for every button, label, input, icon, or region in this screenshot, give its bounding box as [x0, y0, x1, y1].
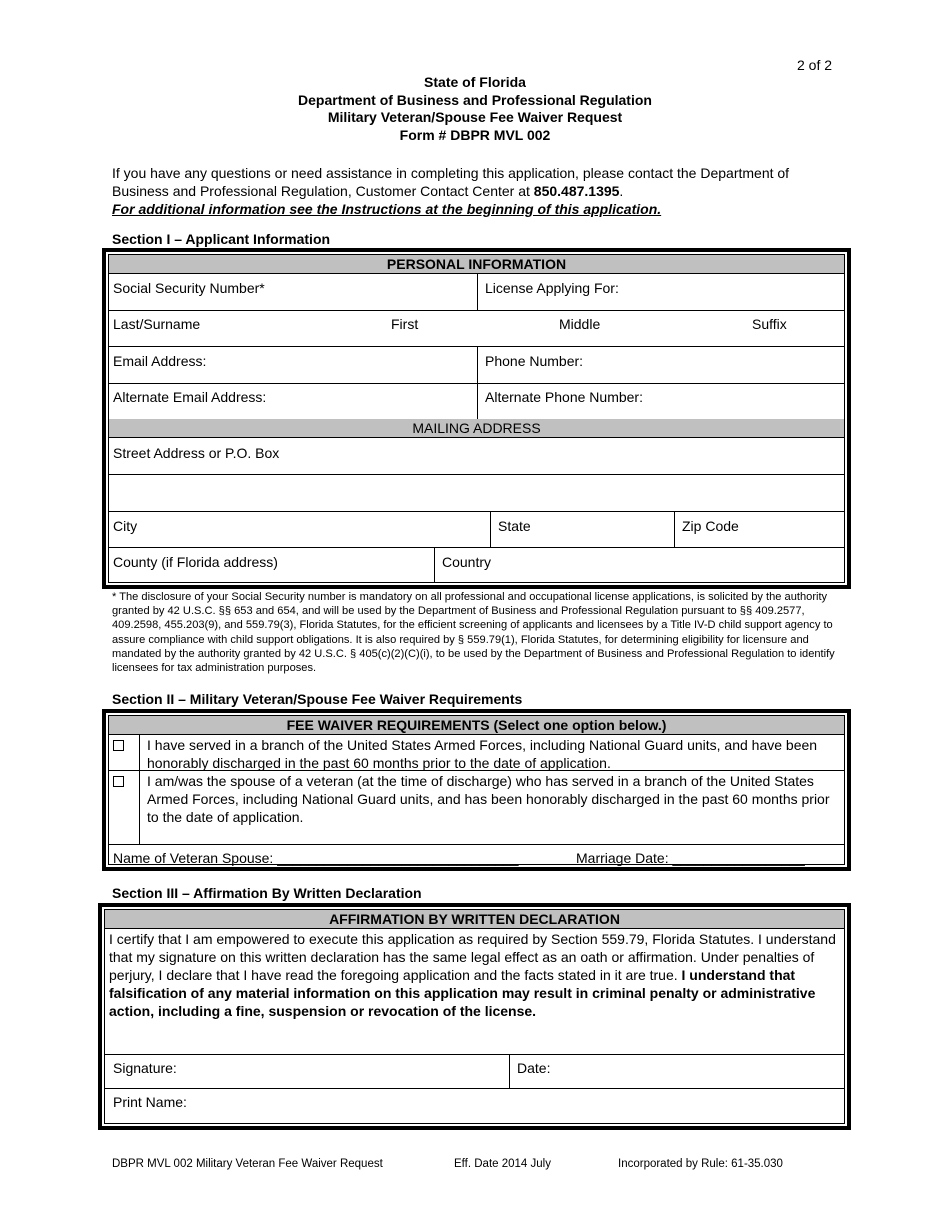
header-state: State of Florida: [424, 74, 526, 90]
applicant-info-table: [102, 248, 851, 589]
footer-rule: Incorporated by Rule: 61-35.030: [618, 1158, 783, 1170]
header-form-number: Form # DBPR MVL 002: [399, 126, 551, 143]
contact-phone: 850.487.1395: [533, 183, 620, 199]
state-field[interactable]: State: [498, 518, 531, 534]
phone-field[interactable]: Phone Number:: [485, 353, 584, 369]
header-department: Department of Business and Professional Regulation: [298, 91, 652, 108]
veteran-spouse-name-field[interactable]: Name of Veteran Spouse: _______________________________: [113, 850, 519, 866]
section3-title: Section III – Affirmation By Written Declaration: [112, 885, 422, 901]
form-header: [0, 74, 950, 144]
first-name-field[interactable]: First: [391, 316, 419, 332]
page-number: 2 of 2: [797, 57, 833, 73]
alt-email-field[interactable]: Alternate Email Address:: [113, 389, 267, 405]
option-spouse-text: I am/was the spouse of a veteran (at the time of discharge) who has served in a branch of the United States Armed Forces, including National Guard units, and has been honorably discharged in the past 60 months prior to the date of application.: [147, 773, 830, 825]
suffix-field[interactable]: Suffix: [752, 316, 787, 332]
ssn-field[interactable]: Social Security Number*: [113, 280, 265, 296]
affirmation-text: [109, 930, 841, 1020]
footer-form-name: DBPR MVL 002 Military Veteran Fee Waiver Request: [112, 1158, 383, 1170]
ssn-disclosure: * The disclosure of your Social Security number is mandatory on all professional and occupational license applications, is solicited by the authority granted by 42 U.S.C. §§ 653 and 654, and will be used by the Department of Business and Professional Regulation pursuant to §§ 409.2577, 409.2598, 455.203(9), and 559.79(3), Florida Statutes, for the efficient screening of applicants and licensees by a Title IV-D child support agency to assure compliance with child support obligations. It is also required by § 559.79(1), Florida Statutes, for determining eligibility for licensure and mandated by the authority granted by 42 U.S.C. § 405(c)(2)(C)(i), to be used by the Department of Business and Professional Regulation to identify licensees for tax administration purposes.: [112, 591, 835, 675]
fee-waiver-table: [102, 709, 851, 871]
street-address-field[interactable]: Street Address or P.O. Box: [113, 445, 280, 461]
middle-name-field[interactable]: Middle: [559, 316, 601, 332]
affirmation-header: AFFIRMATION BY WRITTEN DECLARATION: [105, 910, 844, 929]
option-spouse-checkbox[interactable]: [113, 776, 124, 787]
intro-period: .: [619, 183, 624, 199]
marriage-date-field[interactable]: Marriage Date: _________________: [576, 850, 805, 866]
print-name-field[interactable]: Print Name:: [113, 1094, 187, 1110]
section2-title: Section II – Military Veteran/Spouse Fee Waiver Requirements: [112, 691, 523, 707]
email-field[interactable]: Email Address:: [113, 353, 207, 369]
mailing-address-header: MAILING ADDRESS: [109, 419, 844, 438]
city-field[interactable]: City: [113, 518, 138, 534]
zip-code-field[interactable]: Zip Code: [682, 518, 739, 534]
falsification-warning: I understand that falsification of any material information on this application may result in criminal penalty or administrative action, including a fine, suspension or revocation of the license.: [109, 967, 816, 1019]
header-form-title: Military Veteran/Spouse Fee Waiver Request: [327, 109, 623, 125]
instructions-note: For additional information see the Instructions at the beginning of this application.: [112, 201, 662, 217]
last-name-field[interactable]: Last/Surname: [113, 316, 201, 332]
county-field[interactable]: County (if Florida address): [113, 554, 278, 570]
affirmation-table: [98, 903, 851, 1130]
fee-waiver-header: FEE WAIVER REQUIREMENTS (Select one option below.): [109, 716, 844, 735]
section1-title: Section I – Applicant Information: [112, 231, 331, 247]
intro-text: If you have any questions or need assistance in completing this application, please contact the Department of Business and Professional Regulation, Customer Contact Center at: [112, 165, 790, 199]
option-veteran-text: I have served in a branch of the United States Armed Forces, including National Guard units, and have been honorably discharged in the past 60 months prior to the date of application.: [147, 737, 818, 771]
alt-phone-field[interactable]: Alternate Phone Number:: [485, 389, 643, 405]
footer-eff-date: Eff. Date 2014 July: [454, 1158, 551, 1170]
date-field[interactable]: Date:: [517, 1060, 551, 1076]
intro-paragraph: [112, 164, 832, 218]
option-veteran-checkbox[interactable]: [113, 740, 124, 751]
country-field[interactable]: Country: [442, 554, 492, 570]
license-field[interactable]: License Applying For:: [485, 280, 619, 296]
personal-info-header: PERSONAL INFORMATION: [109, 255, 844, 274]
signature-field[interactable]: Signature:: [113, 1060, 177, 1076]
affirmation-statement: I certify that I am empowered to execute this application as required by Section 559.79, Florida Statutes. I understand that my signature on this written declaration has the same legal effect as an oath or affirmation. Under penalties of perjury, I declare that I have read the foregoing application and the facts stated in it are true.: [109, 931, 836, 983]
